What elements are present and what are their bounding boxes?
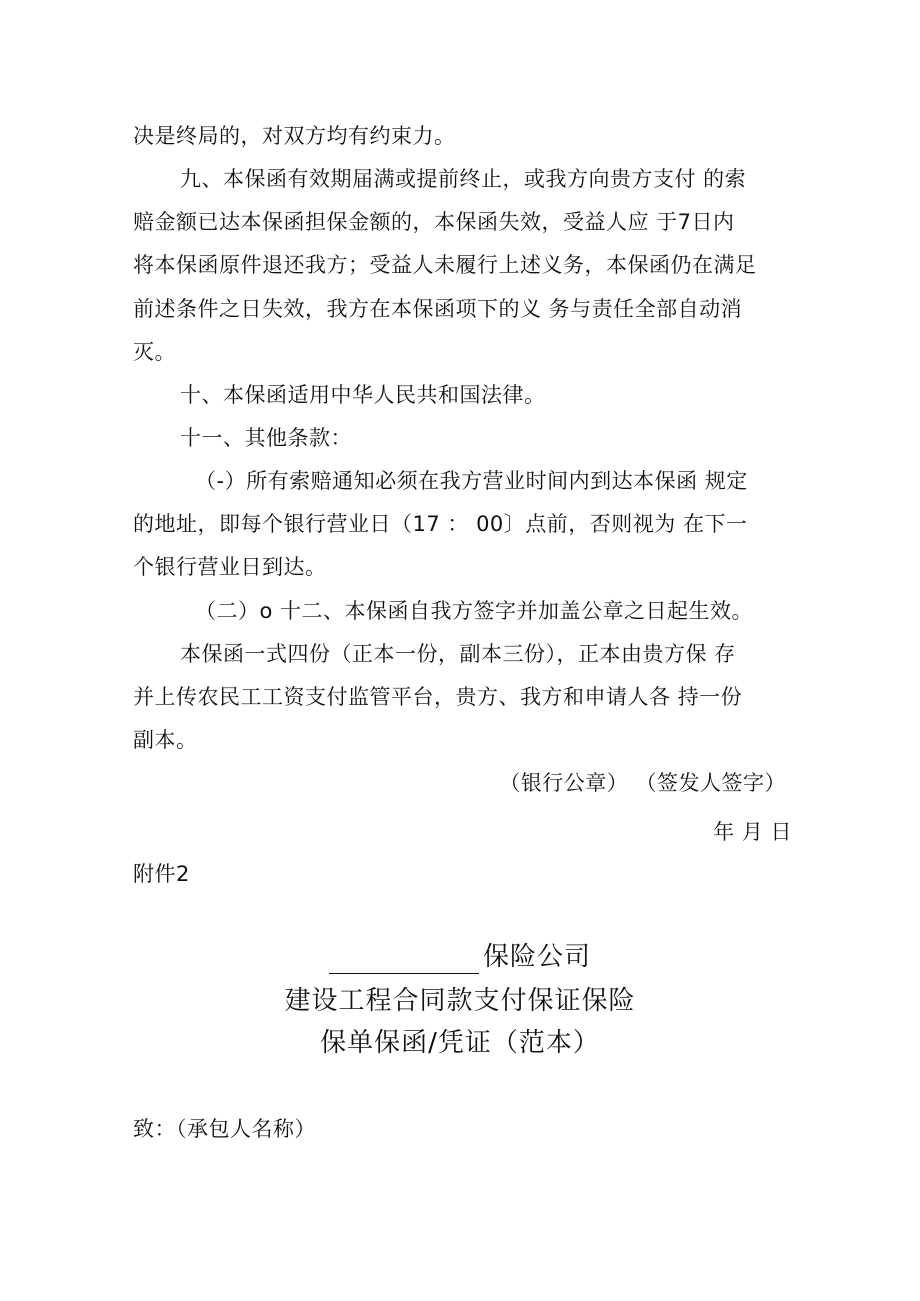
company-title	[0, 940, 920, 974]
text-line-7: 十、本保函适用中华人民共和国法律。	[180, 383, 546, 407]
text-line-13: 本保函一式四份（正本一份，副本三份），正本由贵方保 存	[180, 642, 736, 666]
text-line-11: 个银行营业日到达。	[133, 555, 327, 579]
date-line: 年 月 日	[713, 820, 792, 844]
text-line-10: 的地址，即每个银行营业日（17 ： 00〕点前，否则视为 在下一	[133, 512, 748, 536]
text-line-3: 赔金额已达本保函担保金额的，本保函失效，受益人应 于7日内	[133, 210, 735, 234]
text-line-12: （二）o 十二、本保函自我方签字并加盖公章之日起生效。	[195, 599, 754, 623]
text-line-6: 灭。	[133, 340, 176, 364]
text-line-9: （-）所有索赔通知必须在我方营业时间内到达本保函 规定	[195, 469, 748, 493]
company-name-blank	[329, 947, 479, 974]
seal-signature-line: （银行公章） （签发人签字）	[499, 771, 786, 795]
addressee-line: 致：（承包人名称）	[133, 1117, 316, 1141]
document-subtitle: 保单保函/凭证（范本）	[320, 1028, 600, 1058]
text-line-5: 前述条件之日失效，我方在本保函项下的义 务与责任全部自动消	[133, 297, 743, 321]
text-line-4: 将本保函原件退还我方；受益人未履行上述义务，本保函仍在满足	[133, 253, 757, 277]
document-title: 建设工程合同款支付保证保险	[284, 986, 636, 1016]
company-suffix: 保险公司	[482, 942, 591, 972]
text-line-14: 并上传农民工工资支付监管平台，贵方、我方和申请人各 持一份	[133, 685, 743, 709]
text-line-2: 九、本保函有效期届满或提前终止，或我方向贵方支付 的索	[180, 167, 747, 191]
text-line-15: 副本。	[133, 728, 198, 752]
text-line-8: 十一、其他条款：	[180, 426, 352, 450]
text-line-1: 决是终局的，对双方均有约束力。	[133, 124, 456, 148]
attachment-label: 附件2	[133, 862, 190, 886]
